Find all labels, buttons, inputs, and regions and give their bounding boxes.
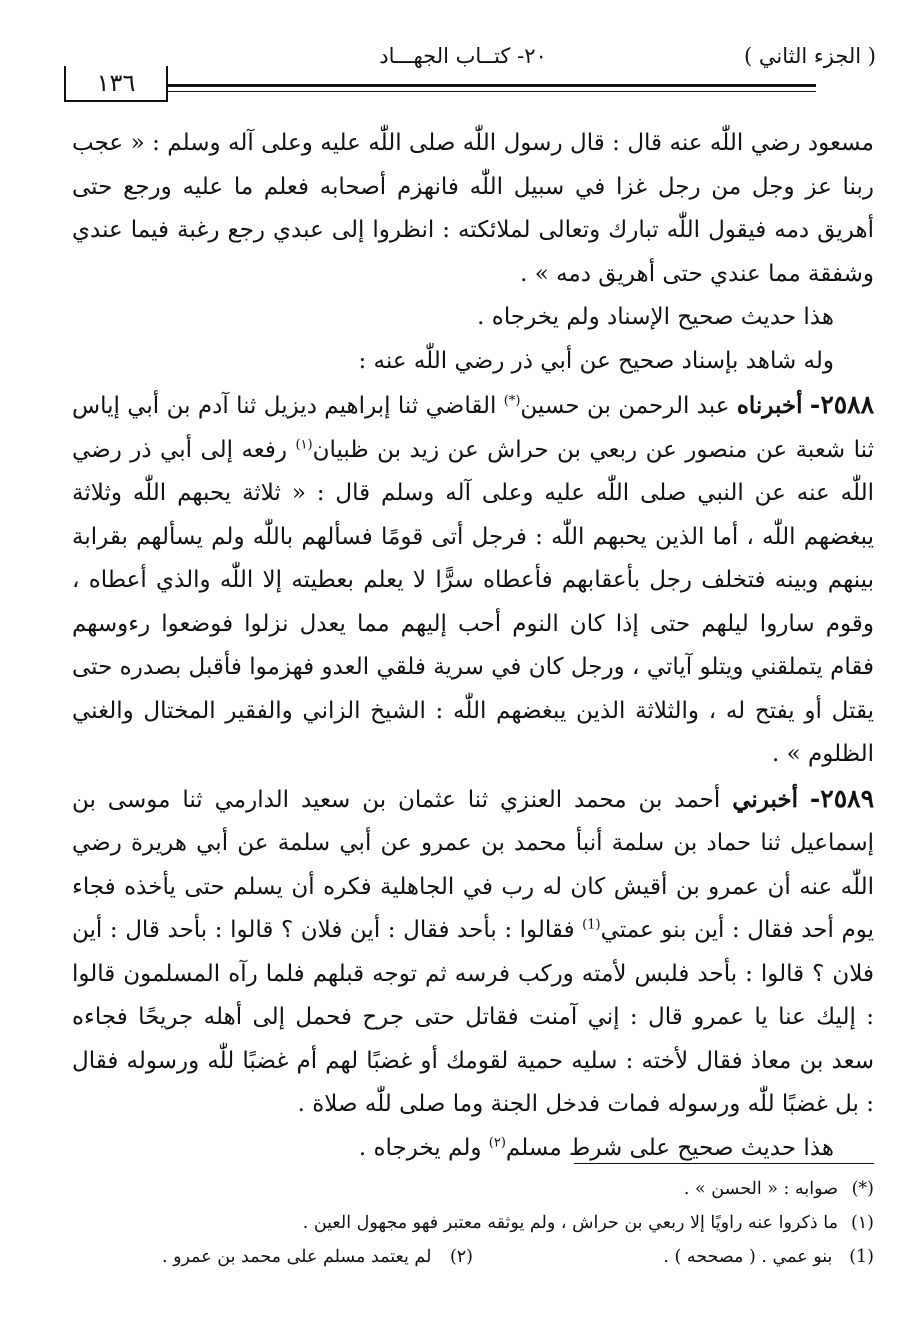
hadith-2589: [72, 777, 874, 1127]
footnote: [72, 1206, 874, 1240]
header-rule-thick: [72, 84, 816, 87]
footnote-mark: (١): [850, 1213, 874, 1233]
footnote-row: [72, 1240, 874, 1274]
main-text: [72, 122, 874, 1170]
footnote-marker: (*): [503, 393, 521, 409]
hadith-text: أحمد بن محمد العنزي ثنا عثمان بن سعيد الدارمي ثنا موسى بن إسماعيل ثنا حماد بن سلمة أنبأ محمد بن عمرو عن أبي سلمة عن أبي هريرة رضي اللّٰه عنه أن عمرو بن أقيش كان له رب في الجاهلية فكره أن يسلم حتى يأخذه فجاء يوم أحد فقال : أين بنو عمتي: [72, 786, 874, 943]
header-rule-thin: [72, 91, 816, 92]
hadith-text: عبد الرحمن بن حسين: [520, 393, 730, 419]
footnote-marker: (٢): [488, 1134, 506, 1150]
hadith-text: رفعه إلى أبي ذر رضي اللّٰه عنه عن النبي صلى اللّٰه عليه وعلى آله وسلم قال : « ثلاثة يحبهم اللّٰه وثلاثة يبغضهم اللّٰه ، أما الذين يحبهم اللّٰه : فرجل أتى قومًا فسألهم باللّٰه ولم يسألهم بقرابة بينهم وبينه فتخلف رجل بأعقابهم فأعطاه سرًّا لا يعلم بعطيته إلا اللّٰه والذي أعطاه ، وقوم ساروا ليلهم حتى إذا كان النوم أحب إليهم مما يعدل نزلوا فوضعوا رءوسهم فقام يتملقني ويتلو آياتي ، ورجل كان في سرية فلقي العدو فهزموا فأقبل بصدره حتى يقتل أو يفتح له ، والثلاثة الذين يبغضهم اللّٰه : الشيخ الزاني والفقير المختال والغني الظلوم » .: [72, 436, 874, 767]
hadith-number: ٢٥٨٨-: [809, 390, 875, 419]
footnote-separator: [574, 1163, 874, 1164]
hadith-2588: [72, 383, 874, 777]
page-number: ١٣٦: [64, 66, 168, 102]
footnote-mark: (*): [851, 1179, 874, 1199]
hadith-text: القاضي ثنا إبراهيم ديزيل ثنا آدم بن أبي إياس ثنا شعبة عن منصور عن ربعي بن حراش عن زيد بن ظبيان: [72, 393, 874, 463]
paragraph: هذا حديث صحيح على شرط مسلم$^{(٢)}$ ولم يخرجاه .: [358, 1134, 834, 1161]
paragraph: وله شاهد بإسناد صحيح عن أبي ذر رضي اللّٰه عنه :: [358, 347, 834, 374]
footnote-marker: (1): [582, 917, 601, 933]
paragraph: مسعود رضي اللّٰه عنه قال : قال رسول اللّٰه صلى اللّٰه عليه وعلى آله وسلم : « عجب ربنا عز وجل من رجل غزا في سبيل اللّٰه فانهزم أصحابه فعلم ما عليه ورجع حتى أهريق دمه فيقول اللّٰه تبارك وتعالى لملائكته : انظروا إلى عبدي رجع رغبة فيما عندي وشفقة مما عندي حتى أهريق دمه » .: [72, 130, 874, 287]
footnote: [72, 1240, 473, 1274]
running-header: [50, 44, 876, 84]
footnote-text: لم يعتمد مسلم على محمد بن عمرو .: [161, 1247, 432, 1267]
volume-label: ( الجزء الثاني ): [744, 44, 876, 68]
footnote-text: بنو عمي . ( مصححه ) .: [663, 1247, 833, 1267]
footnote-marker: (١): [295, 436, 313, 452]
footnote-mark: (٢): [449, 1247, 473, 1267]
footnote: [473, 1240, 874, 1274]
footnote-text: صوابه : « الحسن » .: [683, 1179, 838, 1199]
footnote: [72, 1172, 874, 1206]
hadith-number: ٢٥٨٩-: [809, 783, 875, 813]
hadith-keyword: أخبرني: [732, 785, 798, 813]
hadith-text: فقالوا : بأحد فقال : أين فلان ؟ قالوا : بأحد قال : أين فلان ؟ قالوا : بأحد فلبس لأمته وركب فرسه ثم توجه قبلهم فلما رآه المسلمون قالوا : إليك عنا يا عمرو قال : إني آمنت فقاتل حتى جرح فحمل إلى أهله جريحًا فجاءه سعد بن معاذ فقال لأخته : سليه حمية لقومك أو غضبًا لهم أم غضبًا للّٰه ورسوله فقال : بل غضبًا للّٰه ورسوله فمات فدخل الجنة وما صلى للّٰه صلاة .: [72, 917, 874, 1117]
footnote-mark: (1): [849, 1247, 874, 1267]
book-title: ٢٠- كتــاب الجهـــاد: [379, 44, 547, 68]
footnote-text: ما ذكروا عنه راويًا إلا ربعي بن حراش ، ولم يوثقه معتبر فهو مجهول العين .: [302, 1213, 838, 1233]
hadith-keyword: أخبرناه: [736, 392, 803, 419]
paragraph: هذا حديث صحيح الإسناد ولم يخرجاه .: [477, 304, 834, 330]
footnotes: [72, 1172, 874, 1274]
